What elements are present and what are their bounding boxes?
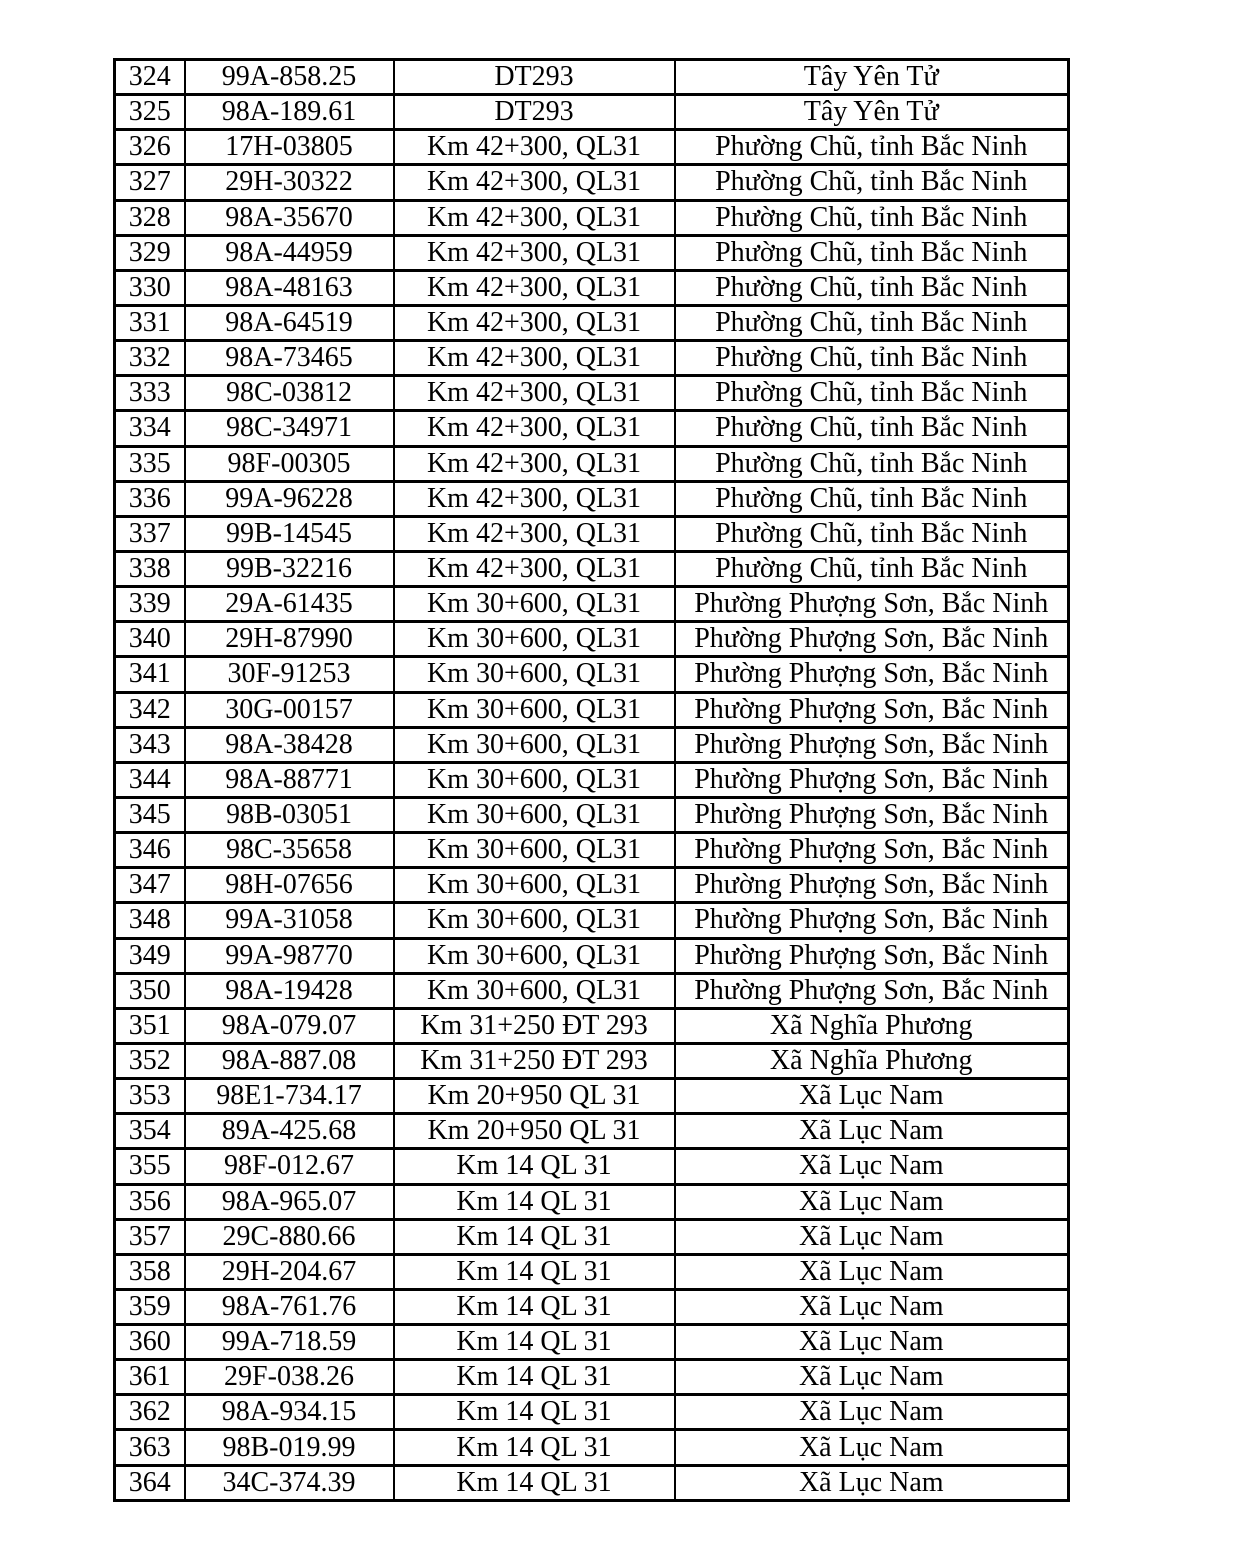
place-name-cell: Phường Chũ, tỉnh Bắc Ninh xyxy=(675,481,1069,516)
plate-number-cell: 98E1-734.17 xyxy=(185,1079,394,1114)
row-number-cell: 364 xyxy=(115,1465,185,1500)
table-row xyxy=(115,1184,1069,1219)
row-number-cell: 356 xyxy=(115,1184,185,1219)
plate-number-cell: 99A-31058 xyxy=(185,903,394,938)
location-cell: Km 14 QL 31 xyxy=(394,1430,675,1465)
table-row xyxy=(115,903,1069,938)
table-row xyxy=(115,235,1069,270)
plate-number-cell: 98A-48163 xyxy=(185,270,394,305)
place-name-cell: Phường Chũ, tỉnh Bắc Ninh xyxy=(675,130,1069,165)
location-cell: Km 14 QL 31 xyxy=(394,1325,675,1360)
place-name-cell: Phường Chũ, tỉnh Bắc Ninh xyxy=(675,165,1069,200)
table-row xyxy=(115,833,1069,868)
place-name-cell: Xã Nghĩa Phương xyxy=(675,1043,1069,1078)
place-name-cell: Phường Chũ, tỉnh Bắc Ninh xyxy=(675,446,1069,481)
row-number-cell: 348 xyxy=(115,903,185,938)
vehicle-table-body xyxy=(115,60,1069,1501)
table-row xyxy=(115,60,1069,95)
location-cell: Km 30+600, QL31 xyxy=(394,587,675,622)
location-cell: Km 14 QL 31 xyxy=(394,1254,675,1289)
location-cell: Km 30+600, QL31 xyxy=(394,692,675,727)
row-number-cell: 328 xyxy=(115,200,185,235)
table-row xyxy=(115,587,1069,622)
row-number-cell: 339 xyxy=(115,587,185,622)
table-row xyxy=(115,1114,1069,1149)
location-cell: Km 42+300, QL31 xyxy=(394,235,675,270)
table-row xyxy=(115,1465,1069,1500)
place-name-cell: Phường Chũ, tỉnh Bắc Ninh xyxy=(675,341,1069,376)
location-cell: Km 42+300, QL31 xyxy=(394,376,675,411)
place-name-cell: Phường Chũ, tỉnh Bắc Ninh xyxy=(675,376,1069,411)
plate-number-cell: 99B-14545 xyxy=(185,516,394,551)
plate-number-cell: 98A-079.07 xyxy=(185,1008,394,1043)
plate-number-cell: 29F-038.26 xyxy=(185,1360,394,1395)
location-cell: Km 31+250 ĐT 293 xyxy=(394,1043,675,1078)
location-cell: Km 30+600, QL31 xyxy=(394,973,675,1008)
place-name-cell: Xã Lục Nam xyxy=(675,1114,1069,1149)
place-name-cell: Xã Lục Nam xyxy=(675,1219,1069,1254)
plate-number-cell: 98A-19428 xyxy=(185,973,394,1008)
row-number-cell: 362 xyxy=(115,1395,185,1430)
location-cell: Km 42+300, QL31 xyxy=(394,516,675,551)
plate-number-cell: 98F-00305 xyxy=(185,446,394,481)
row-number-cell: 347 xyxy=(115,868,185,903)
place-name-cell: Xã Lục Nam xyxy=(675,1079,1069,1114)
row-number-cell: 360 xyxy=(115,1325,185,1360)
place-name-cell: Xã Lục Nam xyxy=(675,1430,1069,1465)
place-name-cell: Phường Phượng Sơn, Bắc Ninh xyxy=(675,868,1069,903)
table-row xyxy=(115,868,1069,903)
location-cell: Km 20+950 QL 31 xyxy=(394,1114,675,1149)
row-number-cell: 335 xyxy=(115,446,185,481)
row-number-cell: 330 xyxy=(115,270,185,305)
place-name-cell: Phường Chũ, tỉnh Bắc Ninh xyxy=(675,516,1069,551)
row-number-cell: 359 xyxy=(115,1289,185,1324)
location-cell: DT293 xyxy=(394,95,675,130)
plate-number-cell: 98A-189.61 xyxy=(185,95,394,130)
plate-number-cell: 99B-32216 xyxy=(185,551,394,586)
row-number-cell: 327 xyxy=(115,165,185,200)
row-number-cell: 349 xyxy=(115,938,185,973)
location-cell: Km 20+950 QL 31 xyxy=(394,1079,675,1114)
place-name-cell: Phường Chũ, tỉnh Bắc Ninh xyxy=(675,411,1069,446)
row-number-cell: 337 xyxy=(115,516,185,551)
table-row xyxy=(115,1079,1069,1114)
plate-number-cell: 98C-34971 xyxy=(185,411,394,446)
location-cell: Km 42+300, QL31 xyxy=(394,305,675,340)
location-cell: Km 42+300, QL31 xyxy=(394,200,675,235)
location-cell: Km 30+600, QL31 xyxy=(394,622,675,657)
place-name-cell: Phường Chũ, tỉnh Bắc Ninh xyxy=(675,235,1069,270)
place-name-cell: Phường Phượng Sơn, Bắc Ninh xyxy=(675,692,1069,727)
place-name-cell: Phường Phượng Sơn, Bắc Ninh xyxy=(675,622,1069,657)
row-number-cell: 357 xyxy=(115,1219,185,1254)
row-number-cell: 329 xyxy=(115,235,185,270)
table-row xyxy=(115,341,1069,376)
location-cell: Km 30+600, QL31 xyxy=(394,657,675,692)
table-row xyxy=(115,1254,1069,1289)
table-row xyxy=(115,727,1069,762)
location-cell: Km 42+300, QL31 xyxy=(394,341,675,376)
place-name-cell: Phường Phượng Sơn, Bắc Ninh xyxy=(675,973,1069,1008)
plate-number-cell: 98H-07656 xyxy=(185,868,394,903)
row-number-cell: 352 xyxy=(115,1043,185,1078)
plate-number-cell: 99A-718.59 xyxy=(185,1325,394,1360)
row-number-cell: 355 xyxy=(115,1149,185,1184)
plate-number-cell: 98A-73465 xyxy=(185,341,394,376)
row-number-cell: 344 xyxy=(115,762,185,797)
table-row xyxy=(115,622,1069,657)
row-number-cell: 336 xyxy=(115,481,185,516)
place-name-cell: Phường Phượng Sơn, Bắc Ninh xyxy=(675,938,1069,973)
table-row xyxy=(115,973,1069,1008)
table-row xyxy=(115,95,1069,130)
table-row xyxy=(115,938,1069,973)
plate-number-cell: 89A-425.68 xyxy=(185,1114,394,1149)
location-cell: Km 30+600, QL31 xyxy=(394,727,675,762)
table-row xyxy=(115,270,1069,305)
plate-number-cell: 98A-934.15 xyxy=(185,1395,394,1430)
place-name-cell: Xã Lục Nam xyxy=(675,1395,1069,1430)
table-row xyxy=(115,446,1069,481)
plate-number-cell: 98C-35658 xyxy=(185,833,394,868)
place-name-cell: Xã Lục Nam xyxy=(675,1184,1069,1219)
row-number-cell: 363 xyxy=(115,1430,185,1465)
place-name-cell: Phường Chũ, tỉnh Bắc Ninh xyxy=(675,305,1069,340)
table-row xyxy=(115,130,1069,165)
table-row xyxy=(115,657,1069,692)
table-row xyxy=(115,1008,1069,1043)
plate-number-cell: 98A-88771 xyxy=(185,762,394,797)
table-row xyxy=(115,200,1069,235)
place-name-cell: Phường Phượng Sơn, Bắc Ninh xyxy=(675,833,1069,868)
table-row xyxy=(115,797,1069,832)
table-row xyxy=(115,1149,1069,1184)
table-row xyxy=(115,481,1069,516)
row-number-cell: 340 xyxy=(115,622,185,657)
plate-number-cell: 29H-204.67 xyxy=(185,1254,394,1289)
plate-number-cell: 17H-03805 xyxy=(185,130,394,165)
location-cell: Km 42+300, QL31 xyxy=(394,165,675,200)
location-cell: Km 30+600, QL31 xyxy=(394,868,675,903)
plate-number-cell: 98B-03051 xyxy=(185,797,394,832)
location-cell: Km 42+300, QL31 xyxy=(394,270,675,305)
plate-number-cell: 98A-761.76 xyxy=(185,1289,394,1324)
location-cell: Km 30+600, QL31 xyxy=(394,833,675,868)
row-number-cell: 331 xyxy=(115,305,185,340)
table-row xyxy=(115,1360,1069,1395)
row-number-cell: 343 xyxy=(115,727,185,762)
plate-number-cell: 30G-00157 xyxy=(185,692,394,727)
table-row xyxy=(115,1395,1069,1430)
location-cell: Km 30+600, QL31 xyxy=(394,762,675,797)
place-name-cell: Phường Phượng Sơn, Bắc Ninh xyxy=(675,727,1069,762)
location-cell: Km 42+300, QL31 xyxy=(394,481,675,516)
plate-number-cell: 98A-887.08 xyxy=(185,1043,394,1078)
place-name-cell: Tây Yên Tử xyxy=(675,95,1069,130)
row-number-cell: 353 xyxy=(115,1079,185,1114)
row-number-cell: 324 xyxy=(115,60,185,95)
place-name-cell: Xã Lục Nam xyxy=(675,1289,1069,1324)
row-number-cell: 354 xyxy=(115,1114,185,1149)
plate-number-cell: 98C-03812 xyxy=(185,376,394,411)
location-cell: Km 31+250 ĐT 293 xyxy=(394,1008,675,1043)
plate-number-cell: 98A-965.07 xyxy=(185,1184,394,1219)
row-number-cell: 332 xyxy=(115,341,185,376)
row-number-cell: 351 xyxy=(115,1008,185,1043)
location-cell: Km 42+300, QL31 xyxy=(394,130,675,165)
plate-number-cell: 98A-64519 xyxy=(185,305,394,340)
row-number-cell: 361 xyxy=(115,1360,185,1395)
place-name-cell: Xã Nghĩa Phương xyxy=(675,1008,1069,1043)
row-number-cell: 325 xyxy=(115,95,185,130)
plate-number-cell: 98B-019.99 xyxy=(185,1430,394,1465)
plate-number-cell: 30F-91253 xyxy=(185,657,394,692)
place-name-cell: Xã Lục Nam xyxy=(675,1360,1069,1395)
row-number-cell: 345 xyxy=(115,797,185,832)
place-name-cell: Phường Phượng Sơn, Bắc Ninh xyxy=(675,657,1069,692)
place-name-cell: Xã Lục Nam xyxy=(675,1465,1069,1500)
plate-number-cell: 98A-35670 xyxy=(185,200,394,235)
row-number-cell: 358 xyxy=(115,1254,185,1289)
location-cell: Km 14 QL 31 xyxy=(394,1184,675,1219)
table-row xyxy=(115,551,1069,586)
plate-number-cell: 98F-012.67 xyxy=(185,1149,394,1184)
table-row xyxy=(115,1219,1069,1254)
location-cell: Km 30+600, QL31 xyxy=(394,938,675,973)
location-cell: Km 30+600, QL31 xyxy=(394,903,675,938)
table-row xyxy=(115,1043,1069,1078)
row-number-cell: 342 xyxy=(115,692,185,727)
row-number-cell: 346 xyxy=(115,833,185,868)
place-name-cell: Phường Phượng Sơn, Bắc Ninh xyxy=(675,762,1069,797)
table-row xyxy=(115,692,1069,727)
location-cell: Km 42+300, QL31 xyxy=(394,551,675,586)
plate-number-cell: 98A-44959 xyxy=(185,235,394,270)
row-number-cell: 333 xyxy=(115,376,185,411)
vehicle-list-table xyxy=(113,58,1070,1502)
location-cell: Km 14 QL 31 xyxy=(394,1395,675,1430)
place-name-cell: Phường Chũ, tỉnh Bắc Ninh xyxy=(675,270,1069,305)
plate-number-cell: 29A-61435 xyxy=(185,587,394,622)
table-row xyxy=(115,1325,1069,1360)
place-name-cell: Phường Phượng Sơn, Bắc Ninh xyxy=(675,903,1069,938)
plate-number-cell: 99A-96228 xyxy=(185,481,394,516)
location-cell: Km 42+300, QL31 xyxy=(394,446,675,481)
table-row xyxy=(115,516,1069,551)
table-row xyxy=(115,1289,1069,1324)
place-name-cell: Phường Phượng Sơn, Bắc Ninh xyxy=(675,797,1069,832)
location-cell: Km 14 QL 31 xyxy=(394,1465,675,1500)
table-row xyxy=(115,165,1069,200)
place-name-cell: Phường Chũ, tỉnh Bắc Ninh xyxy=(675,551,1069,586)
row-number-cell: 326 xyxy=(115,130,185,165)
row-number-cell: 338 xyxy=(115,551,185,586)
row-number-cell: 341 xyxy=(115,657,185,692)
place-name-cell: Xã Lục Nam xyxy=(675,1325,1069,1360)
place-name-cell: Phường Chũ, tỉnh Bắc Ninh xyxy=(675,200,1069,235)
location-cell: Km 14 QL 31 xyxy=(394,1289,675,1324)
location-cell: DT293 xyxy=(394,60,675,95)
plate-number-cell: 99A-98770 xyxy=(185,938,394,973)
location-cell: Km 14 QL 31 xyxy=(394,1360,675,1395)
plate-number-cell: 98A-38428 xyxy=(185,727,394,762)
location-cell: Km 14 QL 31 xyxy=(394,1149,675,1184)
table-row xyxy=(115,411,1069,446)
table-row xyxy=(115,1430,1069,1465)
plate-number-cell: 99A-858.25 xyxy=(185,60,394,95)
location-cell: Km 14 QL 31 xyxy=(394,1219,675,1254)
place-name-cell: Tây Yên Tử xyxy=(675,60,1069,95)
table-row xyxy=(115,762,1069,797)
location-cell: Km 42+300, QL31 xyxy=(394,411,675,446)
place-name-cell: Xã Lục Nam xyxy=(675,1254,1069,1289)
plate-number-cell: 29H-30322 xyxy=(185,165,394,200)
row-number-cell: 350 xyxy=(115,973,185,1008)
row-number-cell: 334 xyxy=(115,411,185,446)
location-cell: Km 30+600, QL31 xyxy=(394,797,675,832)
plate-number-cell: 34C-374.39 xyxy=(185,1465,394,1500)
plate-number-cell: 29H-87990 xyxy=(185,622,394,657)
plate-number-cell: 29C-880.66 xyxy=(185,1219,394,1254)
table-row xyxy=(115,376,1069,411)
place-name-cell: Phường Phượng Sơn, Bắc Ninh xyxy=(675,587,1069,622)
table-row xyxy=(115,305,1069,340)
place-name-cell: Xã Lục Nam xyxy=(675,1149,1069,1184)
